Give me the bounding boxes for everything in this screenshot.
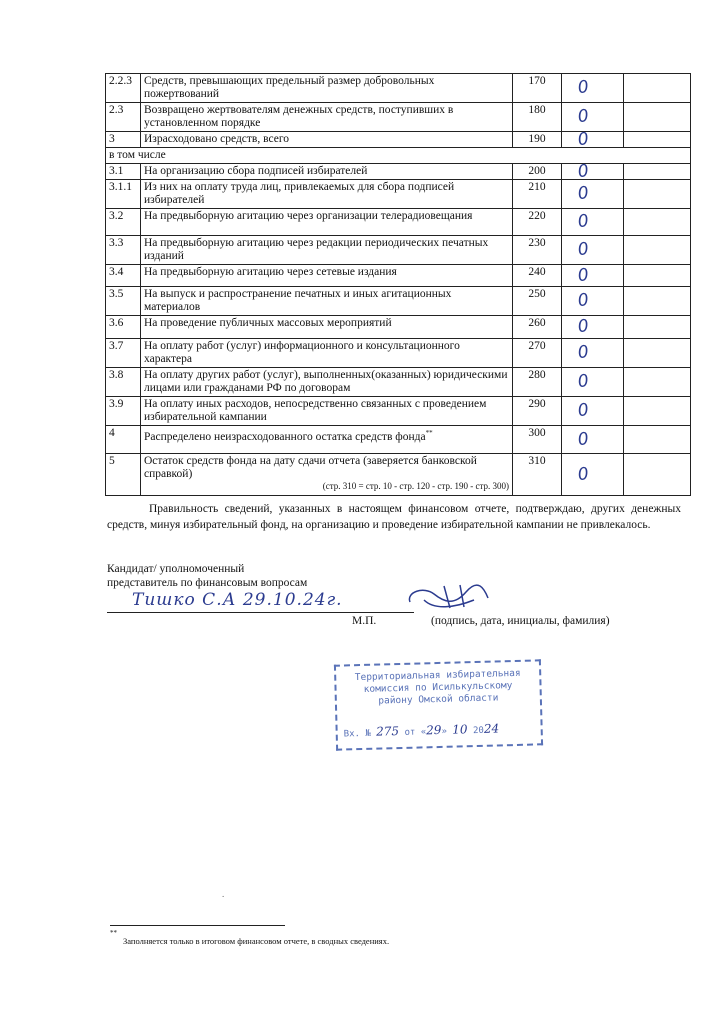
row-name-text: Израсходовано средств, всего: [144, 133, 290, 145]
row-name-text: На предвыборную агитацию через сетевые издания: [144, 266, 397, 278]
signer-title: [107, 562, 307, 590]
row-name-text: Распределено неизрасходованного остатка средств фонда: [144, 430, 426, 443]
row-name-text: На оплату работ (услуг) информационного и консультационного характера: [144, 340, 460, 365]
row-name-text: Остаток средств фонда на дату сдачи отчета (заверяется банковской справкой): [144, 455, 477, 480]
row-sum: [562, 180, 624, 209]
row-line-number: 230: [513, 236, 562, 265]
row-line-number: 220: [513, 209, 562, 236]
row-sum: [562, 339, 624, 368]
stamp-reg-month: 10: [452, 722, 468, 737]
row-code: 3.2: [106, 209, 141, 236]
row-line-number: 290: [513, 397, 562, 426]
handwritten-zero: 0: [576, 76, 591, 99]
handwritten-zero: 0: [576, 370, 591, 393]
row-code: 3.8: [106, 368, 141, 397]
row-name-text: Из них на оплату труда лиц, привлекаемых для сбора подписей избирателей: [144, 181, 455, 206]
row-name-text: Средств, превышающих предельный размер добровольных пожертвований: [144, 75, 435, 100]
row-code: 2.3: [106, 103, 141, 132]
table-row: [106, 368, 691, 397]
confirmation-text: Правильность сведений, указанных в настоящем финансовом отчете, подтверждаю, других денежных средств, минуя избирательный фонд, на организацию и проведение избирательной кампании не привлекалось.: [107, 503, 681, 531]
row-code: 3.9: [106, 397, 141, 426]
row-code: 4: [106, 426, 141, 454]
table-row: [106, 148, 691, 164]
row-line-number: 250: [513, 287, 562, 316]
row-note: [624, 236, 691, 265]
row-note: [624, 339, 691, 368]
table-row: [106, 164, 691, 180]
stamp-reg-number: 275: [376, 724, 400, 739]
row-note: [624, 265, 691, 287]
row-name: [141, 74, 513, 103]
row-name: [141, 236, 513, 265]
row-name: [141, 209, 513, 236]
row-name: [141, 103, 513, 132]
row-name: [141, 287, 513, 316]
handwritten-zero: 0: [576, 399, 591, 422]
row-name: [141, 368, 513, 397]
handwritten-zero: 0: [576, 428, 591, 450]
handwritten-zero: 0: [576, 341, 591, 364]
row-name-text: На предвыборную агитацию через организации телерадиовещания: [144, 210, 473, 222]
row-sum: [562, 74, 624, 103]
table-row: [106, 236, 691, 265]
row-name: в том числе: [106, 148, 691, 164]
row-sum: [562, 128, 624, 150]
row-sum: [562, 287, 624, 316]
row-name-text: На выпуск и распространение печатных и иных агитационных материалов: [144, 288, 452, 313]
handwritten-zero: 0: [576, 105, 591, 128]
row-code: 3.3: [106, 236, 141, 265]
row-line-number: 200: [513, 164, 562, 180]
row-sum: [562, 160, 624, 182]
table-row: [106, 287, 691, 316]
table-row: [106, 103, 691, 132]
registration-stamp: [334, 659, 543, 750]
stamp-reg-close: »: [441, 726, 448, 737]
row-note: [624, 368, 691, 397]
row-note: [624, 316, 691, 339]
row-name: [141, 164, 513, 180]
table-row: [106, 316, 691, 339]
row-line-number: 210: [513, 180, 562, 209]
row-line-number: 310: [513, 454, 562, 496]
stamp-reg-from: от «: [404, 727, 427, 738]
row-sum: [562, 209, 624, 236]
handwritten-zero: 0: [576, 289, 591, 312]
row-code: 3: [106, 132, 141, 148]
table-row: [106, 74, 691, 103]
row-note: [624, 164, 691, 180]
signature-caption: (подпись, дата, инициалы, фамилия): [431, 615, 610, 627]
row-name-text: На организацию сбора подписей избирателей: [144, 165, 368, 177]
handwritten-zero: 0: [576, 128, 591, 150]
row-code: 3.1.1: [106, 180, 141, 209]
row-name: [141, 454, 513, 496]
row-name: [141, 426, 513, 454]
row-name: [141, 132, 513, 148]
row-name-text: На предвыборную агитацию через редакции периодических печатных изданий: [144, 237, 489, 262]
signature-line: [107, 612, 414, 613]
handwritten-zero: 0: [576, 160, 591, 182]
row-line-number: 170: [513, 74, 562, 103]
stamp-line3: району Омской области: [378, 692, 499, 707]
row-line-number: 240: [513, 265, 562, 287]
table-row: [106, 454, 691, 496]
row-name-text: На проведение публичных массовых мероприятий: [144, 317, 392, 329]
stamp-reg-year-prefix: 20: [472, 725, 485, 737]
row-note: [624, 397, 691, 426]
row-sum: [562, 368, 624, 397]
row-note: [624, 132, 691, 148]
row-code: 3.4: [106, 265, 141, 287]
row-code: 2.2.3: [106, 74, 141, 103]
table-row: [106, 132, 691, 148]
handwritten-zero: 0: [576, 315, 591, 338]
table-row: [106, 265, 691, 287]
row-line-number: 180: [513, 103, 562, 132]
row-sum: [562, 265, 624, 287]
stamp-registration: [344, 722, 500, 740]
handwritten-name-date: Тишко С.А 29.10.24г.: [132, 590, 343, 610]
table-row: [106, 426, 691, 454]
financial-report-table: [105, 73, 691, 496]
row-sum: [562, 236, 624, 265]
handwritten-zero: 0: [576, 238, 591, 261]
stamp-line1: Территориальная избирательная: [354, 667, 521, 684]
row-code: 3.6: [106, 316, 141, 339]
row-sum: [562, 426, 624, 454]
footnote-ref: **: [425, 429, 433, 437]
handwritten-zero: 0: [576, 182, 591, 205]
row-line-number: 190: [513, 132, 562, 148]
row-code: 5: [106, 454, 141, 496]
row-name: [141, 397, 513, 426]
stamp-line2: комиссия по Исилькульскому: [363, 680, 513, 695]
table-row: [106, 180, 691, 209]
row-line-number: 280: [513, 368, 562, 397]
handwritten-zero: 0: [576, 210, 591, 233]
row-note: [624, 454, 691, 496]
footnote-mark: **: [110, 929, 117, 937]
row-note: [624, 209, 691, 236]
row-line-number: 270: [513, 339, 562, 368]
table-row: [106, 397, 691, 426]
table-row: [106, 209, 691, 236]
handwritten-zero: 0: [576, 463, 591, 485]
row-note: [624, 180, 691, 209]
row-sum: [562, 397, 624, 426]
signer-title-line2: представитель по финансовым вопросам: [107, 577, 308, 589]
stamp-reg-day: 29: [426, 722, 442, 738]
footnote-separator: [110, 925, 285, 926]
row-code: 3.1: [106, 164, 141, 180]
row-formula: (стр. 310 = стр. 10 - стр. 120 - стр. 190 - стр. 300): [322, 481, 509, 491]
row-line-number: 260: [513, 316, 562, 339]
handwritten-zero: 0: [576, 264, 591, 286]
row-note: [624, 103, 691, 132]
signature-icon: [404, 582, 494, 614]
row-name-text: На оплату иных расходов, непосредственно связанных с проведением избирательной кампании: [144, 398, 487, 423]
row-line-number: 300: [513, 426, 562, 454]
stamp-reg-prefix: Вх. №: [343, 728, 371, 740]
row-note: [624, 287, 691, 316]
row-name: [141, 316, 513, 339]
row-code: 3.7: [106, 339, 141, 368]
row-note: [624, 74, 691, 103]
row-name: [141, 265, 513, 287]
table-row: [106, 339, 691, 368]
footnote-text: Заполняется только в итоговом финансовом отчете, в сводных сведениях.: [123, 936, 390, 946]
row-sum: [562, 454, 624, 496]
row-name: [141, 180, 513, 209]
stamp-reg-year: 24: [483, 721, 500, 736]
row-sum: [562, 316, 624, 339]
signer-title-line1: Кандидат/ уполномоченный: [107, 563, 245, 575]
row-name-text: Возвращено жертвователям денежных средств, поступивших в установленном порядке: [144, 104, 454, 129]
row-sum: [562, 103, 624, 132]
row-code: 3.5: [106, 287, 141, 316]
seal-place-label: М.П.: [352, 615, 377, 627]
row-note: [624, 426, 691, 454]
margin-mark: .: [222, 889, 225, 899]
row-name-text: На оплату других работ (услуг), выполненных(оказанных) юридическими лицами или гражданами РФ по договорам: [144, 369, 508, 394]
row-name: [141, 339, 513, 368]
